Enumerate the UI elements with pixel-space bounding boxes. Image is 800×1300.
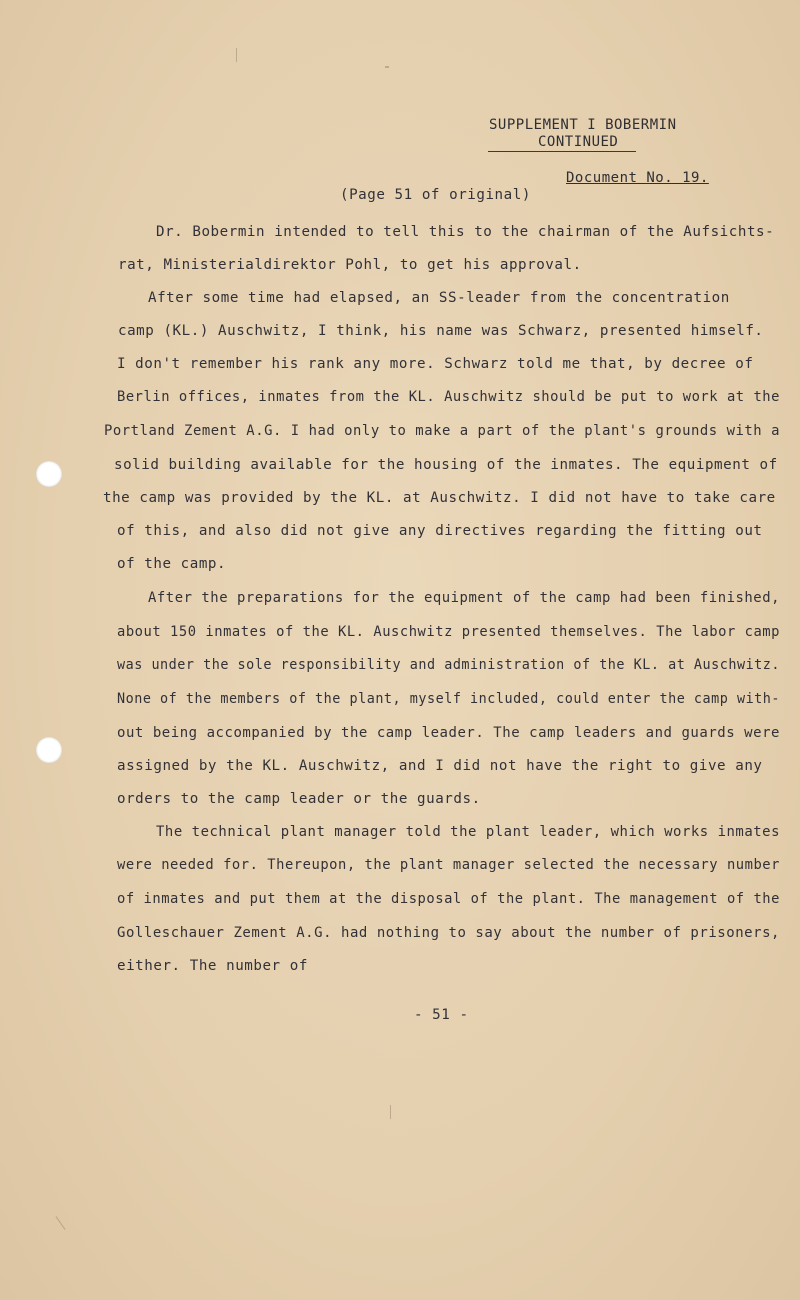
body-line: The technical plant manager told the plant leader, which works inmates xyxy=(156,824,781,840)
body-line: I don't remember his rank any more. Schwarz told me that, by decree of xyxy=(117,356,754,372)
body-line: Dr. Bobermin intended to tell this to the chairman of the Aufsichts- xyxy=(156,224,775,240)
body-line: None of the members of the plant, myself included, could enter the camp with- xyxy=(117,691,781,707)
body-line: camp (KL.) Auschwitz, I think, his name was Schwarz, presented himself. xyxy=(118,323,764,339)
body-line: Berlin offices, inmates from the KL. Auschwitz should be put to work at the xyxy=(117,389,780,405)
body-line: Golleschauer Zement A.G. had nothing to say about the number of prisoners, xyxy=(117,925,781,941)
body-line: Portland Zement A.G. I had only to make a part of the plant's grounds with a xyxy=(104,423,780,439)
body-line: of inmates and put them at the disposal of the plant. The management of the xyxy=(117,891,780,907)
body-line: out being accompanied by the camp leader. The camp leaders and guards were xyxy=(117,725,781,741)
supplement-heading: SUPPLEMENT I BOBERMIN xyxy=(489,117,677,133)
page-reference: (Page 51 of original) xyxy=(340,187,531,203)
body-line: After the preparations for the equipment of the camp had been finished, xyxy=(148,590,781,606)
body-line: the camp was provided by the KL. at Auschwitz. I did not have to take care xyxy=(103,490,776,506)
continued-underline xyxy=(488,151,636,152)
body-line: assigned by the KL. Auschwitz, and I did not have the right to give any xyxy=(117,758,763,774)
body-line: solid building available for the housing of the inmates. The equipment of xyxy=(114,457,778,473)
continued-heading: CONTINUED xyxy=(538,134,619,150)
body-line: After some time had elapsed, an SS-leader from the concentration xyxy=(148,290,730,306)
paper-speck xyxy=(390,1105,391,1119)
punch-hole-bottom xyxy=(36,737,62,763)
paper-speck xyxy=(236,48,237,62)
body-line: of this, and also did not give any directives regarding the fitting out xyxy=(117,523,763,539)
body-line: of the camp. xyxy=(117,556,227,572)
body-line: were needed for. Thereupon, the plant manager selected the necessary number xyxy=(117,857,780,873)
body-line: rat, Ministerialdirektor Pohl, to get his approval. xyxy=(118,257,582,273)
page-number: - 51 - xyxy=(414,1007,469,1023)
body-line: orders to the camp leader or the guards. xyxy=(117,791,481,807)
body-line: was under the sole responsibility and administration of the KL. at Auschwitz. xyxy=(117,657,781,673)
document-number: Document No. 19. xyxy=(566,170,709,186)
paper-speck xyxy=(385,66,389,68)
body-line: about 150 inmates of the KL. Auschwitz presented themselves. The labor camp xyxy=(117,624,780,640)
paper-speck xyxy=(56,1216,66,1230)
body-line: either. The number of xyxy=(117,958,308,974)
punch-hole-top xyxy=(36,461,62,487)
